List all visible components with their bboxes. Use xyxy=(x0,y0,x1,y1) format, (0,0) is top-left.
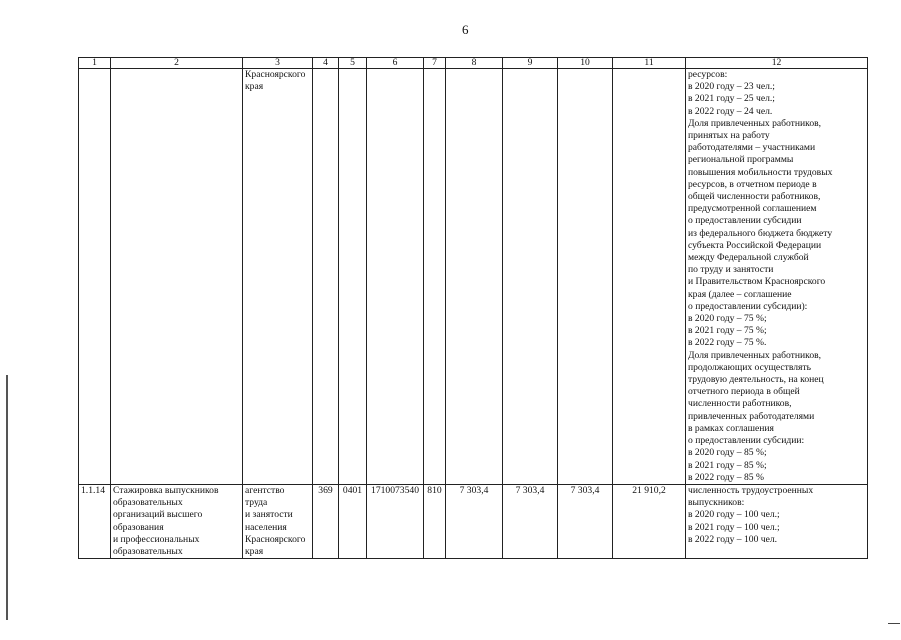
scan-edge-line xyxy=(6,375,8,620)
cell-line: отчетного периода в общей xyxy=(688,386,800,398)
cell-line: общей численности работников, xyxy=(688,191,821,203)
cell-line: ресурсов: xyxy=(688,69,728,80)
cell-item-number: 1.1.14 xyxy=(79,484,111,558)
cell-line: населения xyxy=(245,521,287,533)
cell-line: в 2020 году – 100 чел.; xyxy=(688,509,780,521)
cell-line: Доля привлеченных работников, xyxy=(688,349,822,361)
cell-line: Красноярского xyxy=(245,69,306,80)
cell-line: в 2021 году – 75 %; xyxy=(688,325,767,337)
cell-line: и занятости xyxy=(245,509,293,521)
cell-line: края xyxy=(245,545,264,557)
cell-line: предусмотренной соглашением xyxy=(688,203,817,215)
cell-col-6 xyxy=(367,69,424,485)
cell-line: о предоставлении субсидии: xyxy=(688,435,805,447)
cell-line: Красноярского xyxy=(245,533,306,545)
header-col-6: 6 xyxy=(367,58,424,69)
header-col-12: 12 xyxy=(686,58,868,69)
cell-line: труда xyxy=(245,497,268,509)
cell-line: образования xyxy=(113,521,164,533)
cell-line: в 2020 году – 23 чел.; xyxy=(688,81,775,93)
cell-amount-2021: 7 303,4 xyxy=(503,484,558,558)
cell-line: в 2021 году – 100 чел.; xyxy=(688,521,780,533)
cell-line: и профессиональных xyxy=(113,533,200,545)
cell-col-9 xyxy=(503,69,558,485)
cell-line: в 2021 году – 25 чел.; xyxy=(688,93,775,105)
header-col-8: 8 xyxy=(446,58,503,69)
cell-line: Доля привлеченных работников, xyxy=(688,117,822,129)
header-col-11: 11 xyxy=(613,58,686,69)
cell-line: трудовую деятельность, на конец xyxy=(688,374,824,386)
cell-col-2 xyxy=(111,69,243,485)
cell-activity-name xyxy=(111,484,243,558)
cell-line: Стажировка выпускников xyxy=(113,484,219,496)
cell-line: края xyxy=(245,81,264,93)
cell-line: о предоставлении субсидии xyxy=(688,215,802,227)
cell-line: в 2020 году – 75 %; xyxy=(688,313,767,325)
header-col-1: 1 xyxy=(79,58,111,69)
cell-line: в 2022 году – 100 чел. xyxy=(688,533,778,545)
cell-line: численность трудоустроенных xyxy=(688,484,814,496)
header-col-3: 3 xyxy=(243,58,313,69)
header-col-7: 7 xyxy=(424,58,446,69)
cell-col-5 xyxy=(339,69,367,485)
cell-amount-total: 21 910,2 xyxy=(613,484,686,558)
cell-line: по труду и занятости xyxy=(688,264,774,276)
cell-amount-2020: 7 303,4 xyxy=(446,484,503,558)
cell-line: края (далее – соглашение xyxy=(688,288,792,300)
cell-col-4 xyxy=(313,69,339,485)
cell-line: в 2022 году – 85 % xyxy=(688,471,764,483)
cell-line: и Правительством Красноярского xyxy=(688,276,826,288)
table-header-row xyxy=(79,58,868,69)
cell-col-7 xyxy=(424,69,446,485)
cell-line: работодателями – участниками xyxy=(688,142,816,154)
cell-target-code: 1710073540 xyxy=(367,484,424,558)
cell-line: продолжающих осуществлять xyxy=(688,361,812,373)
cell-line: субъекта Российской Федерации xyxy=(688,239,822,251)
cell-indicators xyxy=(686,484,868,558)
budget-table xyxy=(78,57,868,559)
cell-line: между Федеральной службой xyxy=(688,252,809,264)
page-number: 6 xyxy=(462,22,469,37)
cell-section-code: 0401 xyxy=(339,484,367,558)
cell-line: в 2022 году – 75 %. xyxy=(688,337,767,349)
cell-responsible xyxy=(243,69,313,485)
table-row-continued xyxy=(79,69,868,485)
cell-line: в рамках соглашения xyxy=(688,422,774,434)
cell-responsible xyxy=(243,484,313,558)
cell-line: принятых на работу xyxy=(688,130,770,142)
cell-line: повышения мобильности трудовых xyxy=(688,166,833,178)
cell-indicators xyxy=(686,69,868,485)
cell-grbs-code: 369 xyxy=(313,484,339,558)
cell-expense-type: 810 xyxy=(424,484,446,558)
cell-col-1 xyxy=(79,69,111,485)
cell-line: в 2021 году – 85 %; xyxy=(688,459,767,471)
scan-mark xyxy=(888,623,900,624)
cell-col-10 xyxy=(558,69,613,485)
cell-line: численности работников, xyxy=(688,398,792,410)
cell-line: региональной программы xyxy=(688,154,794,166)
cell-line: выпускников: xyxy=(688,497,745,509)
header-col-9: 9 xyxy=(503,58,558,69)
cell-line: в 2020 году – 85 %; xyxy=(688,447,767,459)
cell-line: агентство xyxy=(245,484,285,496)
table-row-1-1-14 xyxy=(79,484,868,558)
cell-col-8 xyxy=(446,69,503,485)
header-col-10: 10 xyxy=(558,58,613,69)
cell-line: привлеченных работодателями xyxy=(688,410,815,422)
cell-line: организаций высшего xyxy=(113,509,203,521)
cell-line: о предоставлении субсидии): xyxy=(688,300,808,312)
cell-line: образовательных xyxy=(113,497,183,509)
cell-line: в 2022 году – 24 чел. xyxy=(688,105,773,117)
cell-amount-2022: 7 303,4 xyxy=(558,484,613,558)
header-col-5: 5 xyxy=(339,58,367,69)
cell-line: образовательных xyxy=(113,545,183,557)
header-col-4: 4 xyxy=(313,58,339,69)
cell-line: ресурсов, в отчетном периоде в xyxy=(688,178,817,190)
cell-line: из федерального бюджета бюджету xyxy=(688,227,833,239)
cell-col-11 xyxy=(613,69,686,485)
header-col-2: 2 xyxy=(111,58,243,69)
